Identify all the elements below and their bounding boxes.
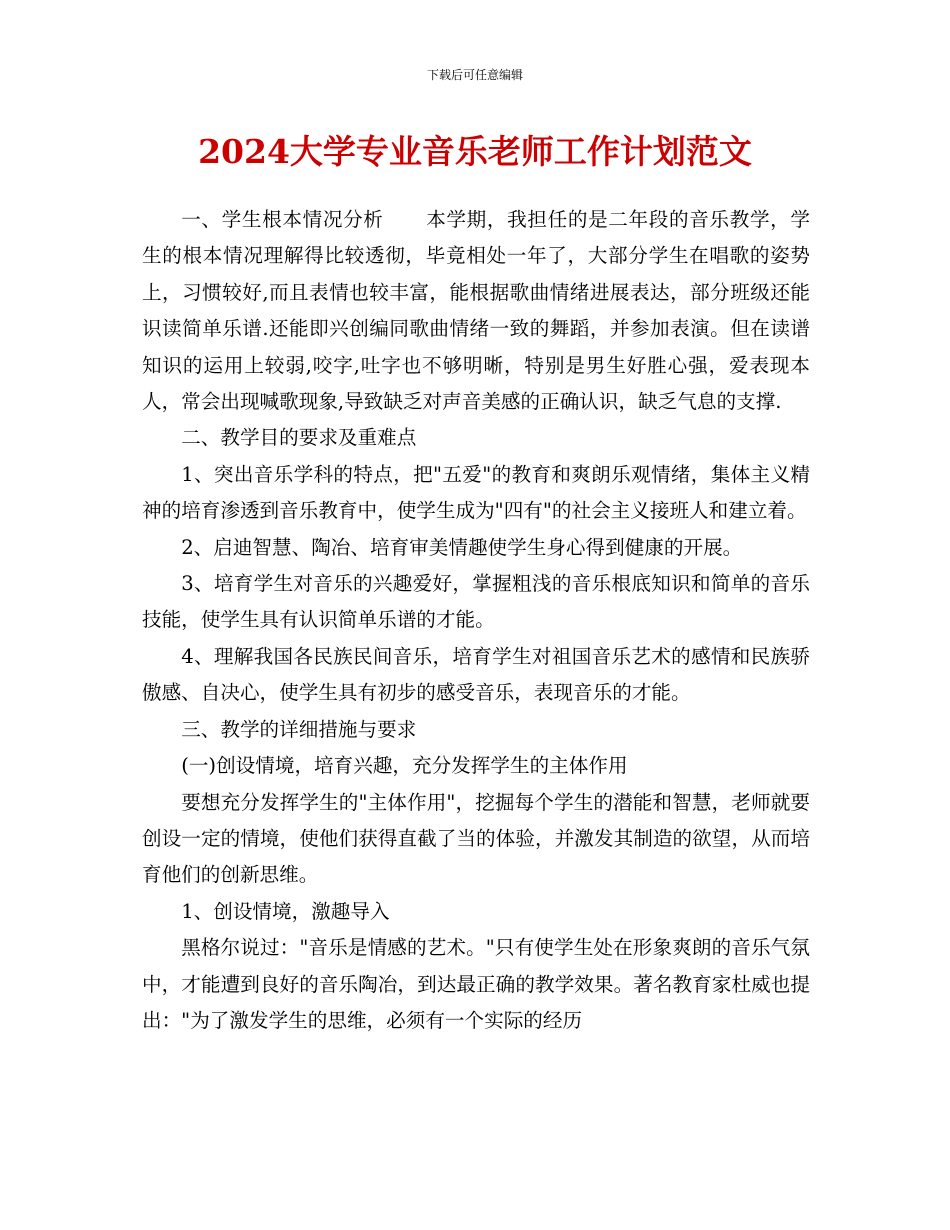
section-3-paragraph-1: 要想充分发挥学生的"主体作用"，挖掘每个学生的潜能和智慧，老师就要创设一定的情境，使他们获得直截了当的体验，并激发其制造的欲望，从而培育他们的创新思维。: [142, 790, 810, 887]
section-2-item-2: 2、启迪智慧、陶冶、培育审美情趣使学生身心得到健康的开展。: [181, 535, 743, 559]
section-2-item-4: 4、理解我国各民族民间音乐，培育学生对祖国音乐艺术的感情和民族骄傲感、自决心，使学生具有初步的感受音乐，表现音乐的才能。: [142, 644, 810, 705]
section-3-item-1: 1、创设情境，激趣导入: [181, 899, 390, 923]
document-title: 2024大学专业音乐老师工作计划范文: [198, 132, 752, 171]
section-1-body: 本学期，我担任的是二年段的音乐教学，学生的根本情况理解得比较透彻，毕竟相处一年了，大部分学生在唱歌的姿势上，习惯较好,而且表情也较丰富，能根据歌曲情绪进展表达，部分班级还能识读简单乐谱.还能即兴创编同歌曲情绪一致的舞蹈，并参加表演。但在读谱知识的运用上较弱,咬字,吐字也不够明晰，特别是男生好胜心强，爱表现本人，常会出现喊歌现象,导致缺乏对声音美感的正确认识，缺乏气息的支撑.: [142, 208, 811, 414]
section-2-item-1: 1、突出音乐学科的特点，把"五爱"的教育和爽朗乐观情绪，集体主义精神的培育渗透到音乐教育中，使学生成为"四有"的社会主义接班人和建立着。: [142, 462, 810, 523]
header-note: 下载后可任意编辑: [426, 68, 523, 82]
section-2-item-3: 3、培育学生对音乐的兴趣爱好，掌握粗浅的音乐根底知识和简单的音乐技能，使学生具有认识简单乐谱的才能。: [142, 572, 810, 632]
paragraph-section-1: [142, 202, 810, 420]
section-2-heading: 二、教学目的要求及重难点: [181, 426, 417, 450]
section-3-subheading-1: (一)创设情境，培育兴趣，充分发挥学生的主体作用: [181, 754, 628, 778]
section-3-paragraph-2: 黑格尔说过："音乐是情感的艺术。"只有使学生处在形象爽朗的音乐气氛中，才能遭到良好的音乐陶冶，到达最正确的教学效果。著名教育家杜威也提出："为了激发学生的思维，必须有一个实际的经历: [142, 936, 810, 1032]
document-body: [142, 202, 810, 1039]
section-3-heading: 三、教学的详细措施与要求: [181, 717, 417, 741]
section-1-heading: 一、学生根本情况分析: [181, 208, 384, 231]
